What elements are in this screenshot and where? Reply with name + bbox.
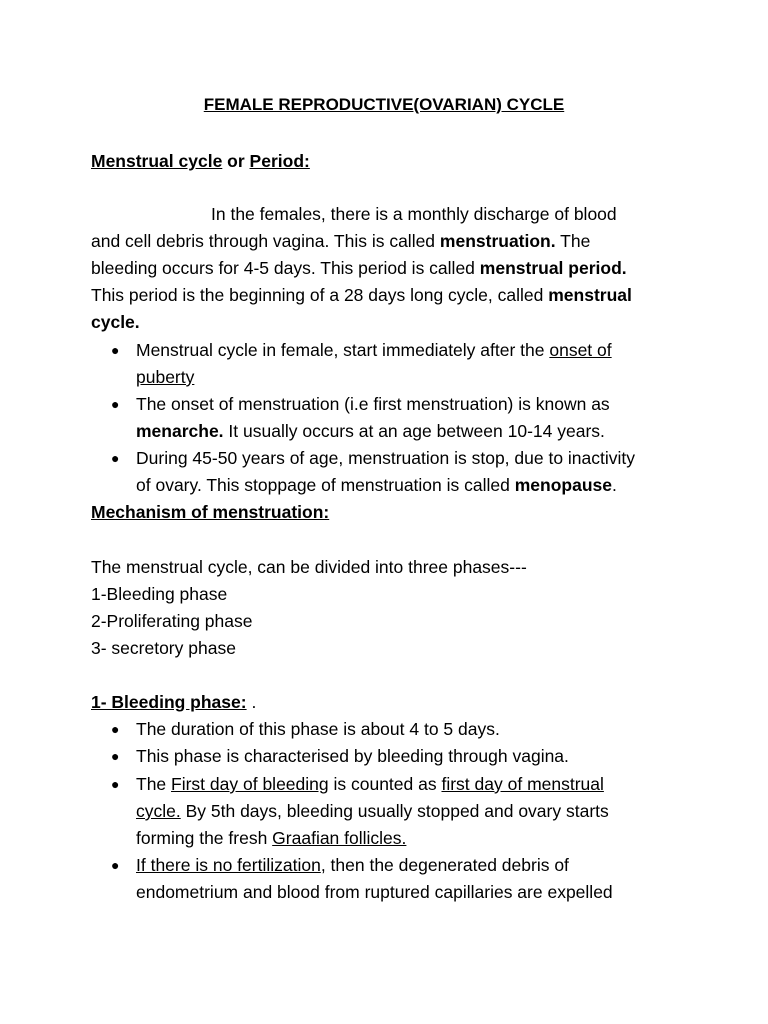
list-item-continuation: menarche. It usually occurs at an age between 10-14 years. (136, 421, 605, 441)
list-item: The onset of menstruation (i.e first menstruation) is known as (136, 394, 610, 414)
list-item: The duration of this phase is about 4 to 5 days. (136, 719, 500, 739)
section-heading-bleeding-phase: 1- Bleeding phase: . (91, 692, 257, 712)
bullet-icon: ● (111, 748, 120, 764)
paragraph-line: cycle. (91, 312, 140, 332)
list-item-continuation: forming the fresh Graafian follicles. (136, 828, 407, 848)
page-title: FEMALE REPRODUCTIVE(OVARIAN) CYCLE (203, 95, 565, 114)
phase-item: 1-Bleeding phase (91, 584, 228, 604)
paragraph-line: and cell debris through vagina. This is called menstruation. The (91, 231, 591, 251)
bullet-icon: ● (111, 450, 120, 466)
bullet-icon: ● (111, 857, 120, 873)
list-item-continuation: of ovary. This stoppage of menstruation is called menopause. (136, 475, 617, 495)
paragraph-line: In the females, there is a monthly discharge of blood (211, 204, 617, 224)
phase-item: 2-Proliferating phase (91, 611, 253, 631)
bullet-icon: ● (111, 721, 120, 737)
list-item-continuation: endometrium and blood from ruptured capillaries are expelled (136, 882, 613, 902)
list-item: Menstrual cycle in female, start immediately after the onset of (136, 340, 612, 360)
list-item: If there is no fertilization, then the degenerated debris of (136, 855, 569, 875)
paragraph-line: The menstrual cycle, can be divided into three phases--- (91, 557, 527, 577)
list-item: The First day of bleeding is counted as first day of menstrual (136, 774, 604, 794)
list-item: During 45-50 years of age, menstruation is stop, due to inactivity (136, 448, 636, 468)
list-item-continuation: puberty (136, 367, 195, 387)
bullet-icon: ● (111, 776, 120, 792)
phase-item: 3- secretory phase (91, 638, 236, 658)
bullet-icon: ● (111, 342, 120, 358)
paragraph-line: bleeding occurs for 4-5 days. This period is called menstrual period. (91, 258, 627, 278)
paragraph-line: This period is the beginning of a 28 days long cycle, called menstrual (91, 285, 632, 305)
bullet-icon: ● (111, 396, 120, 412)
list-item-continuation: cycle. By 5th days, bleeding usually stopped and ovary starts (136, 801, 609, 821)
list-item: This phase is characterised by bleeding through vagina. (136, 746, 569, 766)
section-heading-mechanism: Mechanism of menstruation: (91, 502, 330, 522)
section-heading-menstrual-cycle: Menstrual cycle or Period: (91, 151, 310, 171)
